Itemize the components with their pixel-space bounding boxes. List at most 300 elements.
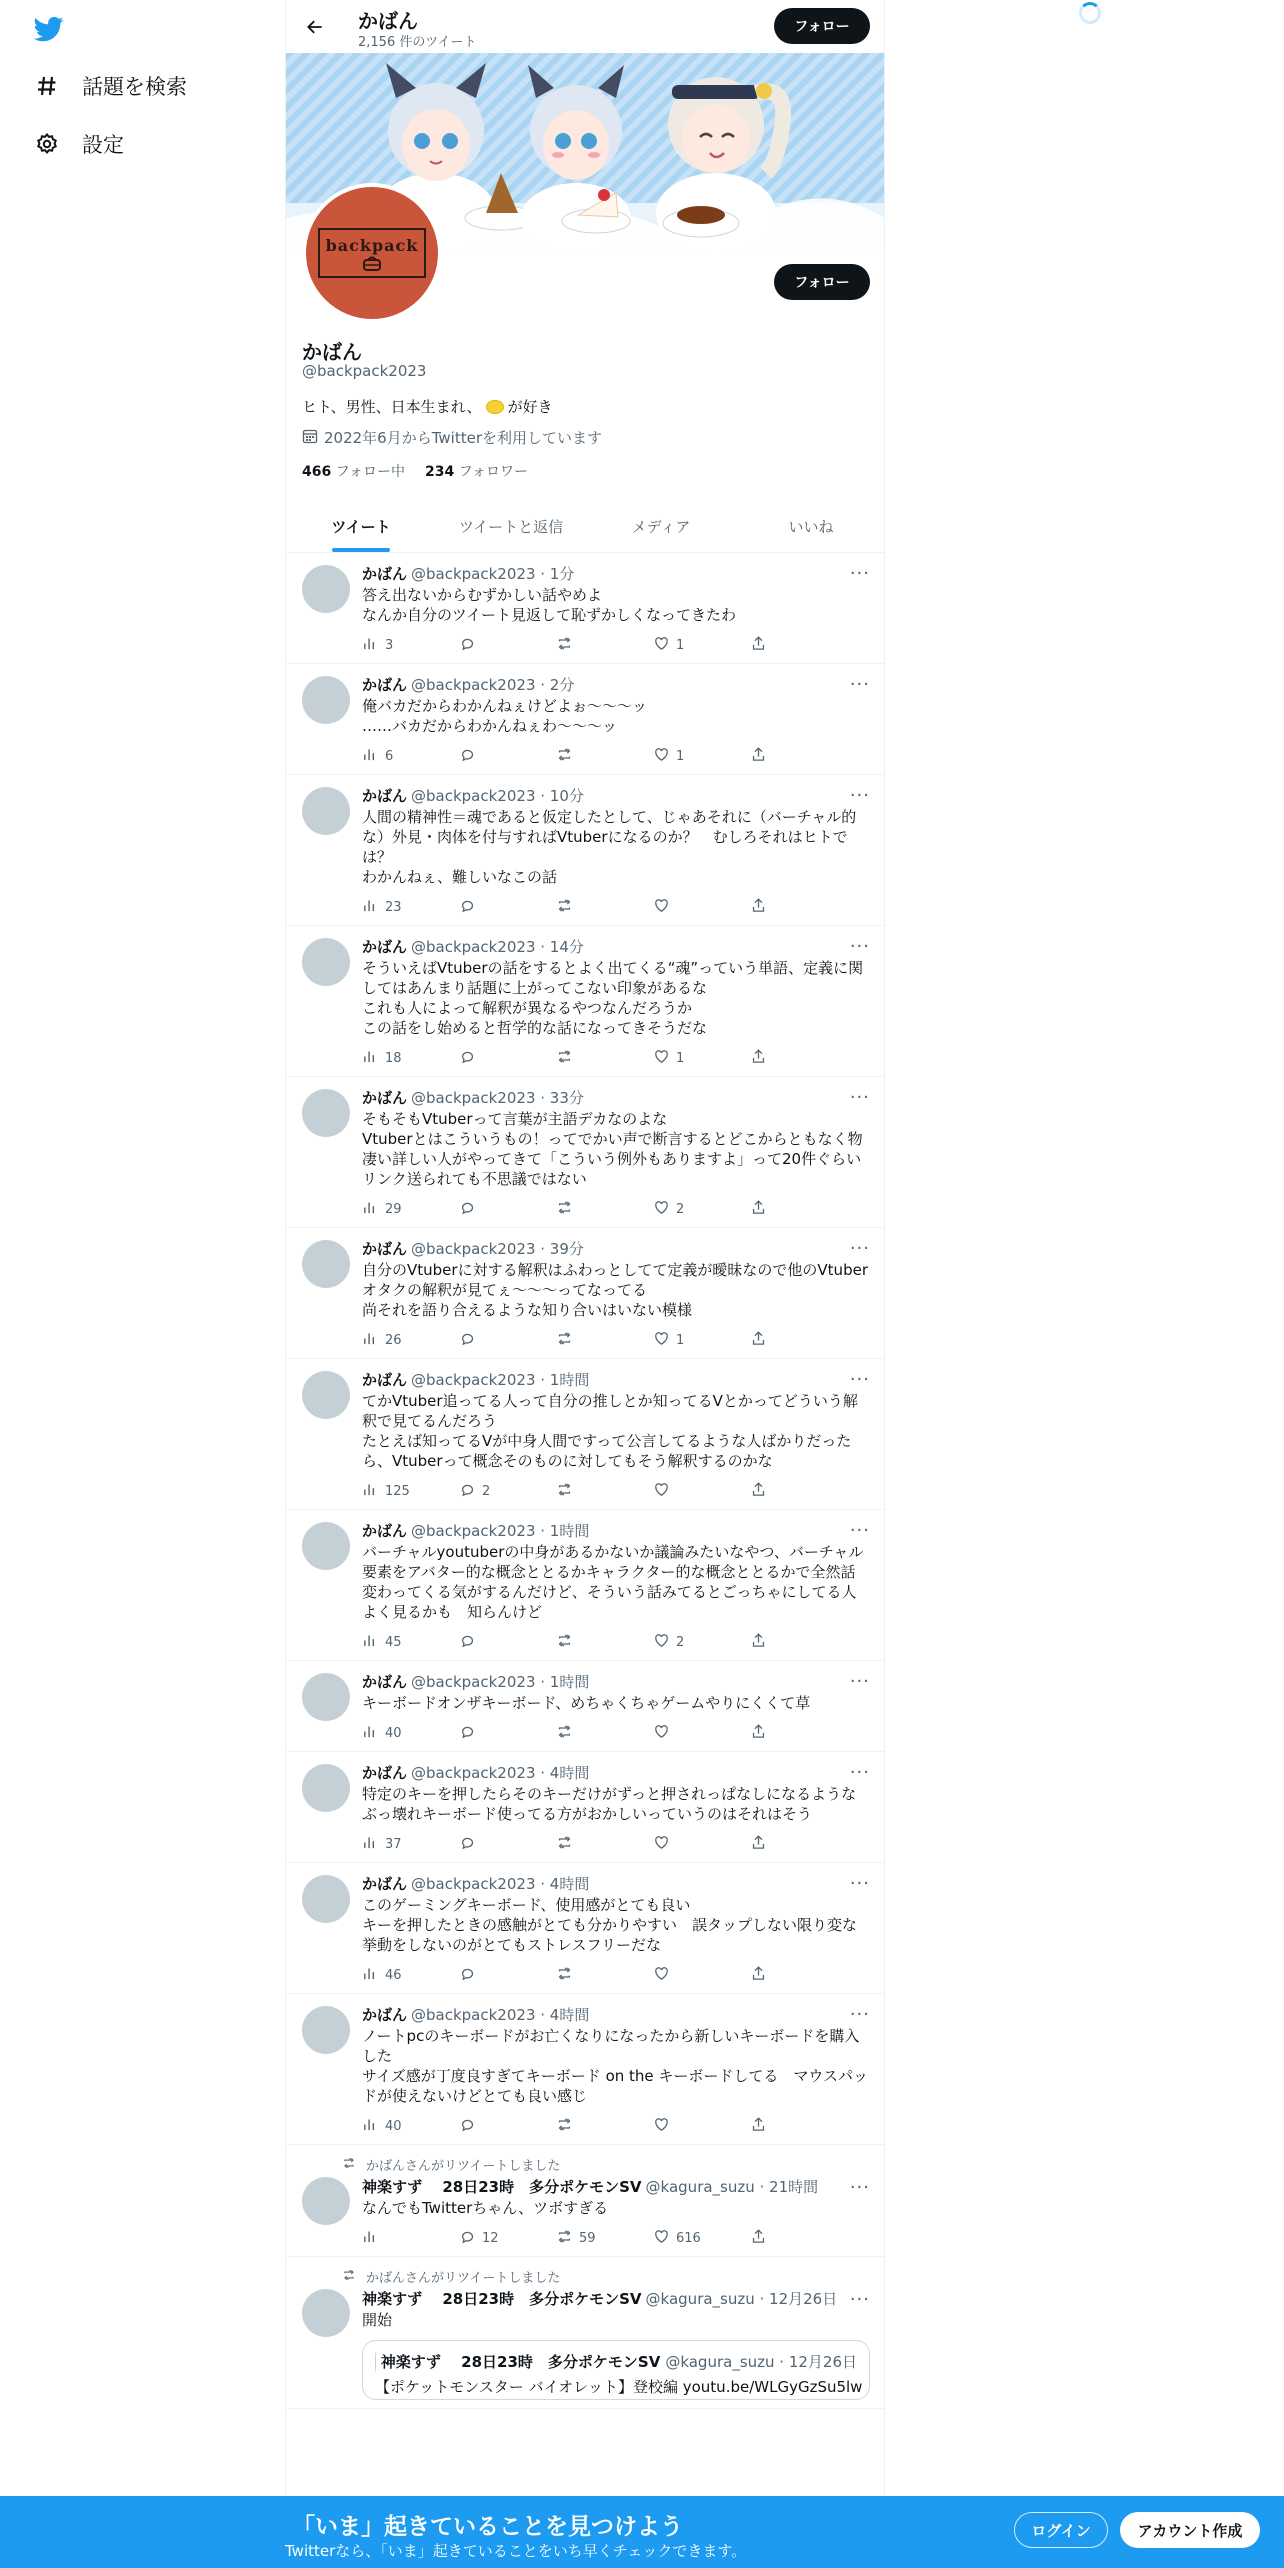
- tweet-author-name[interactable]: かばん: [362, 1240, 408, 1258]
- like-button[interactable]: [653, 2228, 750, 2249]
- like-button[interactable]: [653, 635, 750, 656]
- tweet-author-name[interactable]: かばん: [362, 1673, 408, 1691]
- retweet-button[interactable]: [556, 746, 653, 767]
- quoted-tweet-text: 【ポケットモンスター バイオレット】登校編 youtu.be/WLGyGzSu5lw: [375, 2378, 863, 2396]
- heart-icon: [653, 1330, 670, 1351]
- profile-name: かばん: [302, 340, 362, 364]
- reply-button[interactable]: [459, 897, 556, 918]
- bio-text-start: ヒト、男性、日本生まれ、: [302, 398, 482, 416]
- views-button[interactable]: [362, 1048, 459, 1069]
- heart-icon: [653, 1632, 670, 1653]
- share-button[interactable]: [750, 1481, 767, 1502]
- retweet-icon: [556, 746, 573, 767]
- views-button-count: 37: [385, 1836, 402, 1852]
- tweet-actions: [362, 1481, 870, 1501]
- reply-button[interactable]: [459, 1834, 556, 1855]
- tweet-handle-time: @backpack2023 · 2分: [411, 676, 575, 694]
- more-options-icon[interactable]: ···: [849, 1762, 870, 1783]
- retweet-icon: [556, 2228, 573, 2249]
- nav-explore[interactable]: [34, 64, 187, 108]
- views-button[interactable]: [362, 1834, 459, 1855]
- views-button[interactable]: [362, 1330, 459, 1351]
- tweet-item[interactable]: [286, 1863, 885, 1994]
- more-options-icon[interactable]: ···: [849, 1238, 870, 1259]
- tweet-text: バーチャルyoutuberの中身があるかないか議論みたいなやつ、バーチャル要素をアバター的な概念ととるかキャラクター的な概念ととるかで全然話変わってくる気がするんだけど、そういう話みてるとごっちゃにしてる人よく見るかも 知らんけど: [362, 1543, 864, 1621]
- views-button[interactable]: [362, 1965, 459, 1986]
- retweet-button[interactable]: [556, 2228, 653, 2249]
- follow-stats: [302, 461, 528, 481]
- reply-icon: [459, 746, 476, 767]
- nav-settings[interactable]: [34, 122, 124, 166]
- tweet-avatar[interactable]: [302, 1764, 350, 1812]
- analytics-icon: [362, 1048, 379, 1069]
- reply-button[interactable]: [459, 2116, 556, 2137]
- tweet-actions: [362, 1330, 870, 1350]
- tweet-avatar[interactable]: [302, 1371, 350, 1419]
- analytics-icon: [362, 1723, 379, 1744]
- tweet-avatar[interactable]: [302, 1240, 350, 1288]
- tweet-author-name[interactable]: かばん: [362, 1875, 408, 1893]
- more-options-icon[interactable]: ···: [849, 1087, 870, 1108]
- tweet-handle-time: @backpack2023 · 39分: [411, 1240, 584, 1258]
- tweet-item[interactable]: [286, 1661, 885, 1752]
- reply-icon: [459, 1330, 476, 1351]
- retweet-button[interactable]: [556, 1048, 653, 1069]
- tweet-item[interactable]: [286, 2257, 885, 2409]
- like-button-count: 616: [676, 2230, 701, 2246]
- joined-date-text: 2022年6月からTwitterを利用しています: [324, 429, 602, 447]
- heart-icon: [653, 1481, 670, 1502]
- reply-icon: [459, 1481, 476, 1502]
- views-button[interactable]: [362, 635, 459, 656]
- tweet-text: 俺バカだからわかんねぇけどよぉ～～～ッ ……バカだからわかんねぇわ～～～ッ: [362, 697, 648, 735]
- analytics-icon: [362, 2116, 379, 2137]
- tweet-actions: [362, 1965, 870, 1985]
- tab-media[interactable]: メディア: [631, 517, 691, 536]
- share-button[interactable]: [750, 1330, 767, 1351]
- tweet-item[interactable]: [286, 1752, 885, 1863]
- tab-tweets-and-replies[interactable]: ツイートと返信: [458, 517, 564, 536]
- reply-icon: [459, 1048, 476, 1069]
- tweet-author-name[interactable]: かばん: [362, 1089, 408, 1107]
- share-button[interactable]: [750, 1632, 767, 1653]
- analytics-icon: [362, 1632, 379, 1653]
- like-button[interactable]: [653, 1330, 750, 1351]
- reply-icon: [459, 1834, 476, 1855]
- tweet-handle-time: @backpack2023 · 4時間: [411, 2006, 590, 2024]
- heart-icon: [653, 1834, 670, 1855]
- more-options-icon[interactable]: ···: [849, 1873, 870, 1894]
- retweet-button[interactable]: [556, 1965, 653, 1986]
- like-button-count: 2: [676, 1201, 685, 1217]
- share-button[interactable]: [750, 2116, 767, 2137]
- tweet-header: [362, 2176, 870, 2197]
- tweet-actions: [362, 897, 870, 917]
- share-icon: [750, 897, 767, 918]
- tweet-author-name[interactable]: かばん: [362, 676, 408, 694]
- tweet-author-name[interactable]: かばん: [362, 787, 408, 805]
- tweet-avatar[interactable]: [302, 1089, 350, 1137]
- share-button[interactable]: [750, 1199, 767, 1220]
- quoted-tweet-header: [375, 2351, 857, 2372]
- tweet-author-name[interactable]: かばん: [362, 1371, 408, 1389]
- retweet-context: [342, 2155, 870, 2174]
- like-button[interactable]: [653, 1048, 750, 1069]
- quoted-author-name: 神楽すず 28日23時 多分ポケモンSV: [380, 2353, 661, 2371]
- tweet-text: ノートpcのキーボードがお亡くなりになったから新しいキーボードを購入した サイズ感が丁度良すぎてキーボード on the キーボードしてる マウスパッドが使えないけどとても良い感じ: [362, 2027, 868, 2105]
- views-button-count: 23: [385, 899, 402, 915]
- analytics-icon: [362, 1199, 379, 1220]
- share-icon: [750, 635, 767, 656]
- views-button[interactable]: [362, 2116, 459, 2137]
- reply-icon: [459, 635, 476, 656]
- tweet-actions: [362, 2228, 870, 2248]
- tweet-header: [362, 563, 870, 584]
- retweet-context: [342, 2267, 870, 2286]
- like-button[interactable]: [653, 1965, 750, 1986]
- like-button[interactable]: [653, 897, 750, 918]
- analytics-icon: [362, 1330, 379, 1351]
- views-button-count: 40: [385, 1725, 402, 1741]
- tweet-handle-time: @backpack2023 · 1時間: [411, 1522, 590, 1540]
- tweet-actions: [362, 1834, 870, 1854]
- tweet-header: [362, 1762, 870, 1783]
- retweet-icon: [556, 1632, 573, 1653]
- like-button-count: 1: [676, 1332, 685, 1348]
- tweet-author-name[interactable]: かばん: [362, 2006, 408, 2024]
- nav-settings-label: 設定: [82, 133, 124, 157]
- share-icon: [750, 1723, 767, 1744]
- tweet-text: 答え出ないからむずかしい話やめよ なんか自分のツイート見返して恥ずかしくなってきたわ: [362, 586, 736, 624]
- retweet-icon: [556, 1965, 573, 1986]
- tweet-author-name[interactable]: かばん: [362, 1522, 408, 1540]
- profile-handle: @backpack2023: [302, 362, 427, 380]
- gear-icon: [34, 131, 60, 157]
- tweet-item[interactable]: [286, 1510, 885, 1661]
- reply-button[interactable]: [459, 1330, 556, 1351]
- reply-button[interactable]: [459, 1481, 556, 1502]
- reply-button[interactable]: [459, 1632, 556, 1653]
- heart-icon: [653, 1723, 670, 1744]
- tweet-item[interactable]: [286, 1228, 885, 1359]
- followers-label: フォロワー: [458, 464, 528, 480]
- retweet-small-icon: [342, 2156, 356, 2174]
- retweet-icon: [556, 1834, 573, 1855]
- share-button[interactable]: [750, 746, 767, 767]
- more-options-icon[interactable]: ···: [849, 1369, 870, 1390]
- followers-stat[interactable]: [425, 461, 528, 481]
- tweet-item[interactable]: [286, 2145, 885, 2257]
- tweet-handle-time: @backpack2023 · 14分: [411, 938, 584, 956]
- retweet-button[interactable]: [556, 1199, 653, 1220]
- hashtag-icon: [34, 73, 60, 99]
- retweet-button[interactable]: [556, 635, 653, 656]
- like-button[interactable]: [653, 1199, 750, 1220]
- more-options-icon[interactable]: ···: [849, 2289, 870, 2310]
- bio-text-end: が好き: [507, 398, 553, 416]
- tweet-avatar[interactable]: [302, 1875, 350, 1923]
- retweet-icon: [556, 635, 573, 656]
- share-button[interactable]: [750, 635, 767, 656]
- views-button[interactable]: [362, 746, 459, 767]
- share-button[interactable]: [750, 897, 767, 918]
- tweet-header: [362, 1520, 870, 1541]
- reply-icon: [459, 1723, 476, 1744]
- tweet-handle-time: @backpack2023 · 10分: [411, 787, 584, 805]
- analytics-icon: [362, 897, 379, 918]
- tweet-item[interactable]: [286, 553, 885, 664]
- tweet-item[interactable]: [286, 926, 885, 1077]
- share-icon: [750, 2228, 767, 2249]
- like-button-count: 1: [676, 637, 685, 653]
- followers-count: 234: [425, 464, 455, 480]
- tweet-header: [362, 674, 870, 695]
- tweet-text: 特定のキーを押したらそのキーだけがずっと押されっぱなしになるようなぶっ壊れキーボード使ってる方がおかしいっていうのはそれはそう: [362, 1785, 857, 1823]
- more-options-icon[interactable]: ···: [849, 1671, 870, 1692]
- views-button[interactable]: [362, 1199, 459, 1220]
- avatar-logo-text: backpack: [325, 235, 419, 255]
- profile-bio: [302, 396, 553, 417]
- tweet-handle-time: @backpack2023 · 1分: [411, 565, 575, 583]
- tweet-author-name[interactable]: かばん: [362, 938, 408, 956]
- retweet-button[interactable]: [556, 2116, 653, 2137]
- tweet-avatar[interactable]: [302, 1522, 350, 1570]
- tweet-header: [362, 1238, 870, 1259]
- retweet-button[interactable]: [556, 897, 653, 918]
- retweet-icon: [556, 2116, 573, 2137]
- views-button[interactable]: [362, 2228, 459, 2249]
- more-options-icon[interactable]: ···: [849, 785, 870, 806]
- login-button[interactable]: ログイン: [1014, 2512, 1108, 2548]
- tweet-avatar[interactable]: [302, 2177, 350, 2225]
- tweet-header: [362, 785, 870, 806]
- tweet-handle-time: @backpack2023 · 1時間: [411, 1673, 590, 1691]
- banner-title: 「いま」起きていることを見つけよう: [292, 2514, 683, 2540]
- profile-avatar[interactable]: [302, 183, 442, 323]
- quoted-tweet[interactable]: [362, 2340, 870, 2400]
- reply-button[interactable]: [459, 1723, 556, 1744]
- signup-button[interactable]: アカウント作成: [1120, 2512, 1260, 2548]
- tweet-actions: [362, 2116, 870, 2136]
- tweet-text: 人間の精神性＝魂であると仮定したとして、じゃあそれに（バーチャル的な）外見・肉体を付与すればVtuberになるのか？ むしろそれはヒトでは？ わかんねぇ、難しいなこの話: [362, 808, 857, 886]
- tweet-avatar[interactable]: [302, 787, 350, 835]
- views-button[interactable]: [362, 1481, 459, 1502]
- tab-likes[interactable]: いいね: [788, 517, 834, 536]
- like-button[interactable]: [653, 1834, 750, 1855]
- tweet-text: このゲーミングキーボード、使用感がとても良い キーを押したときの感触がとても分かりやすい 誤タップしない限り変な挙動をしないのがとてもストレスフリーだな: [362, 1896, 858, 1954]
- like-button[interactable]: [653, 746, 750, 767]
- profile-follow-button[interactable]: フォロー: [774, 264, 870, 300]
- reply-icon: [459, 1965, 476, 1986]
- heart-icon: [653, 635, 670, 656]
- profile-header-bar: [286, 0, 885, 53]
- share-icon: [750, 1632, 767, 1653]
- following-stat[interactable]: [302, 461, 405, 481]
- like-button[interactable]: [653, 1723, 750, 1744]
- views-button-count: 45: [385, 1634, 402, 1650]
- tweet-actions: [362, 746, 870, 766]
- header-tweet-count: 2,156 件のツイート: [358, 35, 477, 50]
- views-button-count: 26: [385, 1332, 402, 1348]
- like-button[interactable]: [653, 1481, 750, 1502]
- tweet-header: [362, 1087, 870, 1108]
- reply-button[interactable]: [459, 2228, 556, 2249]
- tweet-header: [362, 936, 870, 957]
- analytics-icon: [362, 746, 379, 767]
- reply-button[interactable]: [459, 746, 556, 767]
- retweet-icon: [556, 1723, 573, 1744]
- tweet-header: [362, 2004, 870, 2025]
- backpack-icon: [361, 255, 383, 271]
- retweet-icon: [556, 1330, 573, 1351]
- views-button[interactable]: [362, 1632, 459, 1653]
- tweet-text: キーボードオンザキーボード、めちゃくちゃゲームやりにくくて草: [362, 1694, 811, 1712]
- header-name: かばん: [358, 9, 418, 33]
- tweet-actions: [362, 1723, 870, 1743]
- tweet-avatar[interactable]: [302, 2289, 350, 2337]
- back-arrow-icon[interactable]: [300, 12, 330, 42]
- retweet-button[interactable]: [556, 1723, 653, 1744]
- tweet-actions: [362, 1199, 870, 1219]
- share-icon: [750, 1834, 767, 1855]
- like-button[interactable]: [653, 1632, 750, 1653]
- retweet-button[interactable]: [556, 1481, 653, 1502]
- retweeted-by-text: かばんさんがリツイートしました: [366, 2271, 561, 2286]
- tweet-header: [362, 1671, 870, 1692]
- tweet-avatar[interactable]: [302, 676, 350, 724]
- views-button[interactable]: [362, 1723, 459, 1744]
- retweet-small-icon: [342, 2268, 356, 2286]
- more-options-icon[interactable]: ···: [849, 936, 870, 957]
- tweet-handle-time: @kagura_suzu · 12月26日: [645, 2290, 838, 2308]
- share-icon: [750, 1330, 767, 1351]
- tweet-item[interactable]: [286, 1359, 885, 1510]
- views-button[interactable]: [362, 897, 459, 918]
- share-button[interactable]: [750, 1834, 767, 1855]
- tweet-author-name[interactable]: かばん: [362, 565, 408, 583]
- tweet-item[interactable]: [286, 1994, 885, 2145]
- tweet-header: [362, 1873, 870, 1894]
- tweet-actions: [362, 635, 870, 655]
- tweet-item[interactable]: [286, 1077, 885, 1228]
- quoted-avatar: [375, 2352, 376, 2372]
- retweeted-by-text: かばんさんがリツイートしました: [366, 2159, 561, 2174]
- views-button-count: 3: [385, 637, 394, 653]
- share-button[interactable]: [750, 1965, 767, 1986]
- tweet-actions: [362, 1632, 870, 1652]
- share-icon: [750, 746, 767, 767]
- heart-icon: [653, 1199, 670, 1220]
- reply-icon: [459, 2228, 476, 2249]
- retweet-button[interactable]: [556, 1632, 653, 1653]
- more-options-icon[interactable]: ···: [849, 2177, 870, 2198]
- tweet-text: 自分のVtuberに対する解釈はふわっとしてて定義が曖昧なので他のVtuberオタクの解釈が見てぇ～～～ってなってる 尚それを語り合えるような知り合いはいない模様: [362, 1261, 868, 1319]
- analytics-icon: [362, 2228, 379, 2249]
- reply-icon: [459, 897, 476, 918]
- heart-icon: [653, 1965, 670, 1986]
- profile-column: [285, 0, 885, 2568]
- retweet-icon: [556, 1048, 573, 1069]
- retweet-button[interactable]: [556, 1834, 653, 1855]
- analytics-icon: [362, 1481, 379, 1502]
- retweet-button[interactable]: [556, 1330, 653, 1351]
- banner-subtitle: Twitterなら、「いま」起きていることをいち早くチェックできます。: [285, 2542, 747, 2560]
- share-button[interactable]: [750, 1723, 767, 1744]
- signup-banner: [0, 2496, 1284, 2568]
- tweet-text: てかVtuber追ってる人って自分の推しとか知ってるVとかってどういう解釈で見てるんだろう たとえば知ってるVが中身人間ですって公言してるような人ばかりだったら、Vtuberって概念そのものに対してもそう解釈するのかな: [362, 1392, 858, 1470]
- calendar-icon: [302, 428, 318, 448]
- lemon-emoji-icon: [486, 400, 504, 414]
- share-icon: [750, 1965, 767, 1986]
- more-options-icon[interactable]: ···: [849, 1520, 870, 1541]
- tweet-avatar[interactable]: [302, 2006, 350, 2054]
- more-options-icon[interactable]: ···: [849, 563, 870, 584]
- reply-button[interactable]: [459, 1965, 556, 1986]
- following-label: フォロー中: [335, 464, 405, 480]
- reply-icon: [459, 1199, 476, 1220]
- tweet-text: なんでもTwitterちゃん、ツボすぎる: [362, 2199, 609, 2217]
- tweet-handle-time: @kagura_suzu · 21時間: [645, 2178, 819, 2196]
- tweet-header: [362, 2288, 870, 2309]
- tweet-author-name[interactable]: 神楽すず 28日23時 多分ポケモンSV: [362, 2178, 642, 2196]
- tweet-handle-time: @backpack2023 · 4時間: [411, 1764, 590, 1782]
- retweet-icon: [556, 1481, 573, 1502]
- analytics-icon: [362, 635, 379, 656]
- heart-icon: [653, 1048, 670, 1069]
- reply-button[interactable]: [459, 635, 556, 656]
- tweet-handle-time: @backpack2023 · 33分: [411, 1089, 584, 1107]
- tweet-handle-time: @backpack2023 · 1時間: [411, 1371, 590, 1389]
- tweet-avatar[interactable]: [302, 565, 350, 613]
- retweet-icon: [556, 1199, 573, 1220]
- header-follow-button[interactable]: フォロー: [774, 8, 870, 44]
- tweet-actions: [362, 1048, 870, 1068]
- reply-button[interactable]: [459, 1048, 556, 1069]
- views-button-count: 18: [385, 1050, 402, 1066]
- share-icon: [750, 1199, 767, 1220]
- heart-icon: [653, 897, 670, 918]
- like-button-count: 1: [676, 748, 685, 764]
- twitter-logo-icon[interactable]: [32, 14, 66, 44]
- tweet-author-name[interactable]: 神楽すず 28日23時 多分ポケモンSV: [362, 2290, 642, 2308]
- like-button-count: 2: [676, 1634, 685, 1650]
- tweet-handle-time: @backpack2023 · 4時間: [411, 1875, 590, 1893]
- tweet-avatar[interactable]: [302, 938, 350, 986]
- tweet-item[interactable]: [286, 664, 885, 775]
- share-button[interactable]: [750, 2228, 767, 2249]
- more-options-icon[interactable]: ···: [849, 2004, 870, 2025]
- more-options-icon[interactable]: ···: [849, 674, 870, 695]
- reply-button[interactable]: [459, 1199, 556, 1220]
- quoted-handle-time: @kagura_suzu · 12月26日: [665, 2353, 857, 2371]
- tab-tweets[interactable]: ツイート: [286, 500, 436, 552]
- tweet-item[interactable]: [286, 775, 885, 926]
- tweet-avatar[interactable]: [302, 1673, 350, 1721]
- retweet-icon: [556, 897, 573, 918]
- views-button-count: 46: [385, 1967, 402, 1983]
- profile-joined: [302, 427, 602, 448]
- reply-icon: [459, 1632, 476, 1653]
- tweet-text: そういえばVtuberの話をするとよく出てくる“魂”っていう単語、定義に関してはあんまり話題に上がってこない印象があるな これも人によって解釈が異なるやつなんだろうか この話をし始めると哲学的な話になってきそうだな: [362, 959, 864, 1037]
- views-button-count: 125: [385, 1483, 410, 1499]
- share-icon: [750, 2116, 767, 2137]
- heart-icon: [653, 746, 670, 767]
- share-button[interactable]: [750, 1048, 767, 1069]
- like-button[interactable]: [653, 2116, 750, 2137]
- tweet-header: [362, 1369, 870, 1390]
- tweet-author-name[interactable]: かばん: [362, 1764, 408, 1782]
- analytics-icon: [362, 1965, 379, 1986]
